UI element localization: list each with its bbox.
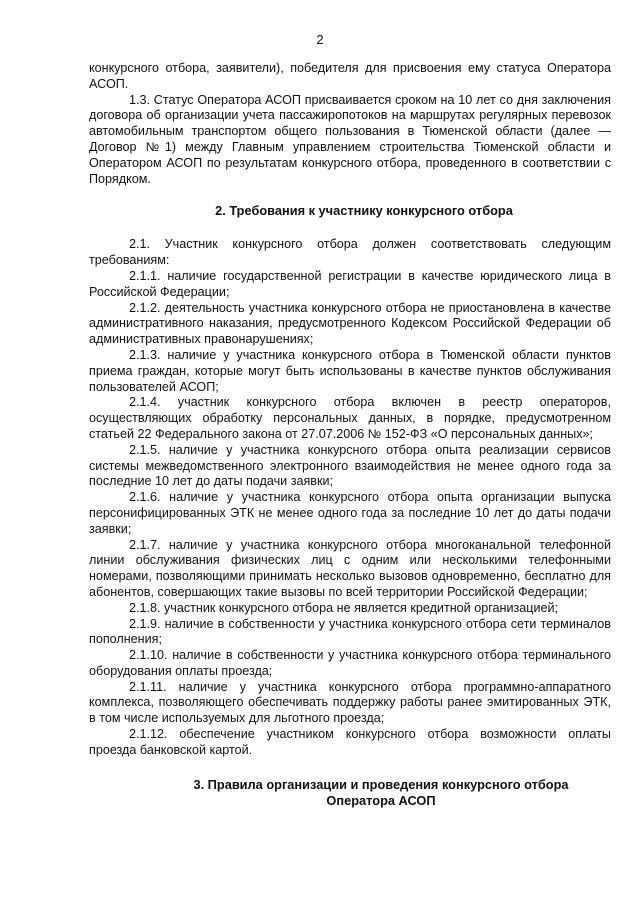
item-2-1-6: 2.1.6. наличие у участника конкурсного отбора опыта организации выпуска персонифицированных ЭТК не менее одного года за последние 10 лет до даты подачи заявки;: [89, 490, 611, 536]
item-2-1-10: 2.1.10. наличие в собственности у участника конкурсного отбора терминального оборудования оплаты проезда;: [89, 648, 611, 678]
item-2-1-12: 2.1.12. обеспечение участником конкурсного отбора возможности оплаты проезда банковской картой.: [89, 727, 611, 757]
item-2-1-5: 2.1.5. наличие у участника конкурсного отбора опыта реализации сервисов системы межведомственного электронного взаимодействия не менее одного года за последние 10 лет до даты подачи заявки;: [89, 442, 611, 489]
item-2-1: 2.1. Участник конкурсного отбора должен соответствовать следующим требованиям:: [89, 237, 611, 268]
page-number: 2: [316, 32, 324, 47]
paragraph-1-3: 1.3. Статус Оператора АСОП присваивается сроком на 10 лет со дня заключения договора об организации учета пассажиропотоков на маршрутах регулярных перевозок автомобильным транспортом общего пользования в Тюменской области (далее — Договор №1) между Главным управлением строительства Тюменской области и Оператором АСОП по результатам конкурсного отбора, проведенного в соответствии с Порядком.: [89, 92, 611, 186]
section-3-heading-line-1: 3. Правила организации и проведения конкурсного отбора: [193, 776, 569, 792]
item-2-1-7: 2.1.7. наличие у участника конкурсного отбора многоканальной телефонной линии обслуживания физических лиц с одним или несколькими телефонными номерами, позволяющими принимать несколько вызовов одновременно, бесплатно для абонентов, совершающих такие вызовы по всей территории Российской Федерации;: [89, 537, 611, 599]
item-2-1-9: 2.1.9. наличие в собственности у участника конкурсного отбора сети терминалов пополнения;: [89, 616, 611, 647]
section-3-heading-line-2: Оператора АСОП: [326, 792, 436, 808]
item-2-1-8: 2.1.8. участник конкурсного отбора не является кредитной организацией;: [129, 600, 559, 615]
item-2-1-4: 2.1.4. участник конкурсного отбора включен в реестр операторов, осуществляющих обработку персональных данных, в порядке, предусмотренном статьей 22 Федерального закона от 27.07.2006 № 152-ФЗ «О персональных данных»;: [89, 395, 611, 441]
item-2-1-11: 2.1.11. наличие у участника конкурсного отбора программно-аппаратного комплекса, позволяющего обеспечивать поддержку работы ранее эмитированных ЭТК, в том числе используемых для льготного проезда;: [89, 679, 611, 726]
paragraph-continuation: конкурсного отбора, заявители), победителя для присвоения ему статуса Оператора АСОП.: [89, 61, 611, 91]
item-2-1-3: 2.1.3. наличие у участника конкурсного отбора в Тюменской области пунктов приема граждан, которые могут быть использованы в качестве пунктов обслуживания пользователей АСОП;: [89, 347, 611, 394]
item-2-1-2: 2.1.2. деятельность участника конкурсного отбора не приостановлена в качестве административного наказания, предусмотренного Кодексом Российской Федерации об административных правонарушениях;: [89, 300, 611, 347]
section-3-heading: [89, 777, 611, 809]
document-body: [89, 61, 611, 809]
item-2-1-1: 2.1.1. наличие государственной регистрации в качестве юридического лица в Российской Федерации;: [89, 268, 611, 299]
section-2-heading: 2. Требования к участнику конкурсного отбора: [215, 203, 513, 219]
